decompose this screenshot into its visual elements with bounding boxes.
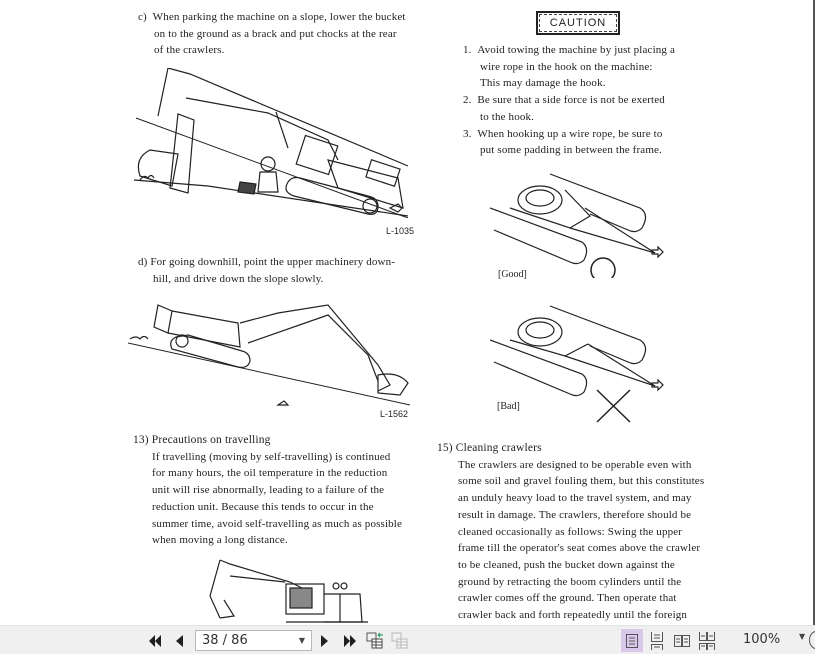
two-page-icon [673, 634, 691, 648]
item-c-paragraph: c) When parking the machine on a slope, lower the bucket on to the ground as a brack and put chocks at the rear of the crawlers. [138, 11, 406, 57]
previous-page-button[interactable] [172, 631, 186, 651]
item-d-marker: d) [138, 256, 148, 268]
two-page-continuous-view-button[interactable] [696, 629, 718, 652]
figure-1-caption: L-1035 [386, 226, 415, 236]
prev-page-icon [174, 634, 184, 648]
first-page-button[interactable] [146, 631, 164, 651]
next-page-icon [320, 634, 330, 648]
two-page-view-button[interactable] [671, 629, 693, 652]
previous-view-button[interactable] [365, 631, 385, 651]
item-d-paragraph: d) For going downhill, point the upper machinery down- hill, and drive down the slope slowly. [138, 256, 396, 285]
first-page-icon [148, 634, 162, 648]
single-page-view-button[interactable] [621, 629, 643, 652]
caution-list: 1. Avoid towing the machine by just placing a wire rope in the hook on the machine: This may damage the hook. 2. Be sure that a side force is not be exerted to the hook. 3. When hooking up a wire rope, be sure to put some padding in between the frame. [463, 44, 676, 157]
bad-label: [Bad] [497, 401, 520, 412]
figure-2-caption: L-1562 [380, 409, 409, 419]
item-c-marker: c) [138, 11, 147, 23]
last-page-button[interactable] [341, 631, 359, 651]
section-15-heading: 15) Cleaning crawlers [437, 442, 542, 454]
next-view-button[interactable] [390, 631, 410, 651]
excavator-downhill-illustration [128, 295, 418, 410]
previous-view-icon [366, 632, 384, 650]
hook-good-illustration [490, 168, 670, 278]
caution-label: CAUTION [536, 11, 620, 35]
zoom-level[interactable]: 100% [743, 632, 781, 647]
excavator-parked-slope-illustration [128, 68, 418, 218]
section-13: 13) Precautions on travelling If travelling (moving by self-travelling) is continued for many hours, the oil temperature in the reduction unit will rise abnormally, leading to a failure of the reduction unit. Because this tends to occur in the summer time, avoid self-travelling as much as possible when moving a long distance. [133, 434, 403, 547]
continuous-page-icon [650, 632, 664, 650]
viewer-toolbar [0, 625, 815, 654]
page-dropdown-icon[interactable]: ▼ [298, 636, 305, 645]
excavator-cleaning-illustration [190, 556, 370, 625]
next-view-icon [391, 632, 409, 650]
last-page-icon [343, 634, 357, 648]
single-page-icon [625, 633, 639, 649]
good-label: [Good] [498, 269, 527, 280]
next-page-button[interactable] [318, 631, 332, 651]
two-page-continuous-icon [698, 632, 716, 650]
section-13-heading: 13) Precautions on travelling [133, 434, 271, 446]
zoom-dropdown-icon[interactable]: ▼ [799, 632, 806, 641]
zoom-in-icon[interactable] [809, 631, 815, 649]
continuous-view-button[interactable] [646, 629, 668, 652]
page-number-input[interactable]: 38 / 86 ▼ [195, 630, 312, 651]
section-15: 15) Cleaning crawlers The crawlers are designed to be operable even with some soil and gravel fouling them, but this constitutes an unduly heavy load to the travel system, and may result in damage. The crawlers, therefore should be cleaned occasionally as follows: Swing the upper frame till the operator's seat comes above the crawler to be cleaned, push the bucket down against the ground by retracting the boom cylinders until the crawler comes off the ground. Then operate that crawler back and forth repeatedly until the foreign [437, 442, 705, 622]
